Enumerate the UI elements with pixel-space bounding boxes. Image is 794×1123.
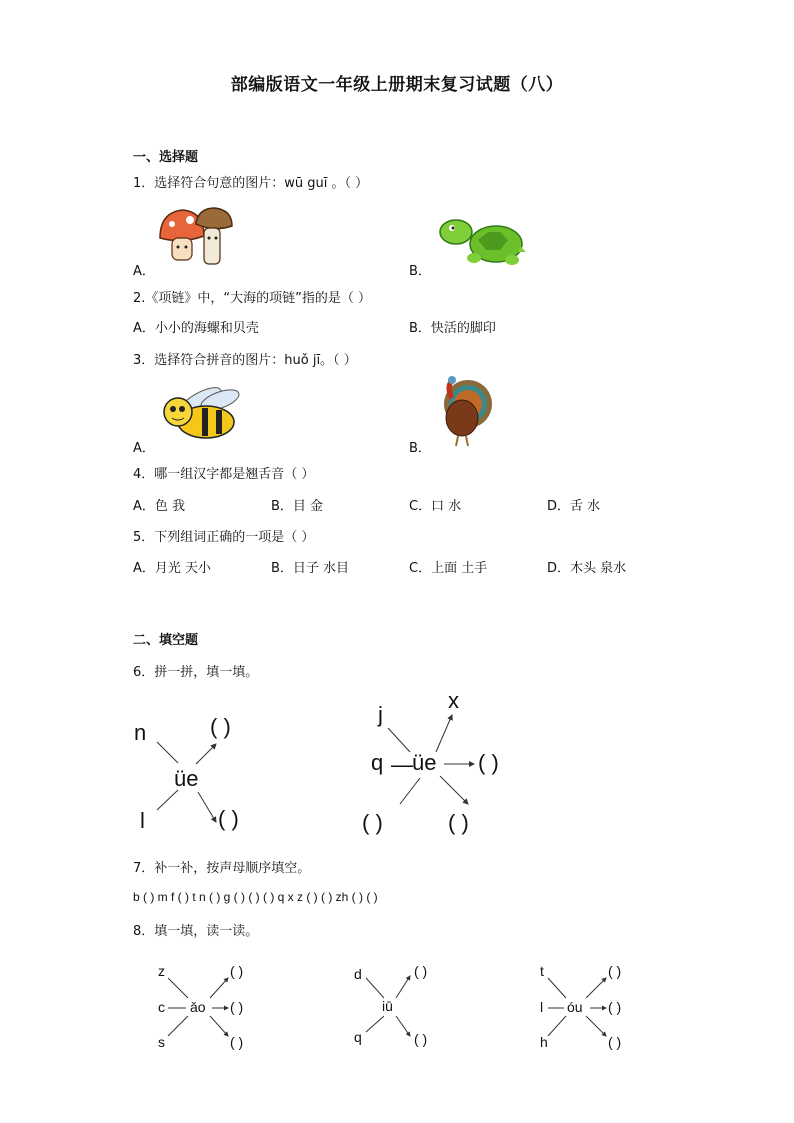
q8-g3-blank-3[interactable]: ( ) bbox=[608, 1034, 622, 1050]
q5-option-a[interactable]: A．月光 天小 bbox=[133, 561, 212, 576]
q5-option-b[interactable]: B．日子 水目 bbox=[271, 561, 350, 576]
q8-g1-initial-c: c bbox=[158, 999, 165, 1015]
q6-left-initial-l: l bbox=[140, 808, 145, 833]
question-4: 4．哪一组汉字都是翘舌音（ ） bbox=[133, 467, 315, 482]
q8-g2-blank-2[interactable]: ( ) bbox=[414, 1031, 428, 1047]
q3-option-b[interactable]: B． bbox=[409, 441, 431, 456]
q8-g2-initial-d: d bbox=[354, 966, 362, 982]
q8-g3-initial-h: h bbox=[540, 1034, 548, 1050]
q2-option-b[interactable]: B．快活的脚印 bbox=[409, 321, 496, 336]
question-2: 2.《项链》中，“大海的项链”指的是（ ） bbox=[133, 291, 372, 306]
q8-g3-initial-l: l bbox=[540, 999, 544, 1015]
q2-option-a[interactable]: A．小小的海螺和贝壳 bbox=[133, 321, 259, 336]
q8-g1-blank-3[interactable]: ( ) bbox=[230, 1034, 244, 1050]
q6-right-blank-bottom-left[interactable]: ( ) bbox=[362, 810, 383, 835]
section-heading-choice: 一、选择题 bbox=[133, 150, 199, 165]
q6-left-final: üe bbox=[174, 766, 199, 791]
q4-option-a[interactable]: A．色 我 bbox=[133, 499, 186, 514]
q6-right-initial-q: q bbox=[371, 750, 384, 775]
q6-right-final: üe bbox=[412, 750, 437, 775]
q8-g2-blank-1[interactable]: ( ) bbox=[414, 963, 428, 979]
q6-right-initial-j: j bbox=[378, 702, 383, 727]
q8-g3-blank-2[interactable]: ( ) bbox=[608, 999, 622, 1015]
section-heading-fill: 二、填空题 bbox=[133, 633, 199, 648]
q4-option-b[interactable]: B．目 金 bbox=[271, 499, 324, 514]
q3-option-a[interactable]: A． bbox=[133, 441, 155, 456]
q8-g2-final: iū bbox=[382, 998, 393, 1014]
q4-option-c[interactable]: C．口 水 bbox=[409, 499, 462, 514]
page-title: 部编版语文一年级上册期末复习试题（八） bbox=[230, 75, 564, 95]
q8-g3-blank-1[interactable]: ( ) bbox=[608, 963, 622, 979]
question-3: 3．选择符合拼音的图片：huǒ jī。（ ） bbox=[133, 353, 357, 368]
question-6: 6．拼一拼，填一填。 bbox=[133, 665, 259, 680]
q7-sequence[interactable]: b ( ) m f ( ) t n ( ) g ( ) ( ) ( ) q x z ( ) ( ) zh ( ) ( ) bbox=[133, 890, 378, 904]
q6-right-dash: — bbox=[391, 752, 413, 777]
q1-option-b[interactable]: B． bbox=[409, 264, 431, 279]
q6-left-initial-n: n bbox=[134, 720, 147, 745]
q6-left-blank-top[interactable]: ( ) bbox=[210, 714, 231, 739]
question-1: 1．选择符合句意的图片：wū guī 。（ ） bbox=[133, 176, 369, 191]
question-7: 7．补一补，按声母顺序填空。 bbox=[133, 861, 311, 876]
q6-right-initial-x: x bbox=[448, 688, 459, 713]
q4-option-d[interactable]: D．舌 水 bbox=[547, 499, 601, 514]
q8-g1-final: ǎo bbox=[190, 999, 206, 1015]
q1-option-a[interactable]: A． bbox=[133, 264, 155, 279]
q5-option-d[interactable]: D．木头 泉水 bbox=[547, 561, 627, 576]
question-8: 8．填一填，读一读。 bbox=[133, 924, 259, 939]
q8-g1-initial-z: z bbox=[158, 963, 165, 979]
q8-g1-initial-s: s bbox=[158, 1034, 165, 1050]
q6-right-blank-right[interactable]: ( ) bbox=[478, 750, 499, 775]
q8-g1-blank-1[interactable]: ( ) bbox=[230, 963, 244, 979]
q8-g2-initial-q: q bbox=[354, 1029, 362, 1045]
q8-g3-final: óu bbox=[567, 999, 583, 1015]
q8-g3-initial-t: t bbox=[540, 963, 544, 979]
q6-left-blank-bottom[interactable]: ( ) bbox=[218, 806, 239, 831]
q5-option-c[interactable]: C．上面 土手 bbox=[409, 561, 488, 576]
q8-g1-blank-2[interactable]: ( ) bbox=[230, 999, 244, 1015]
q6-right-blank-bottom-right[interactable]: ( ) bbox=[448, 810, 469, 835]
question-5: 5．下列组词正确的一项是（ ） bbox=[133, 530, 315, 545]
